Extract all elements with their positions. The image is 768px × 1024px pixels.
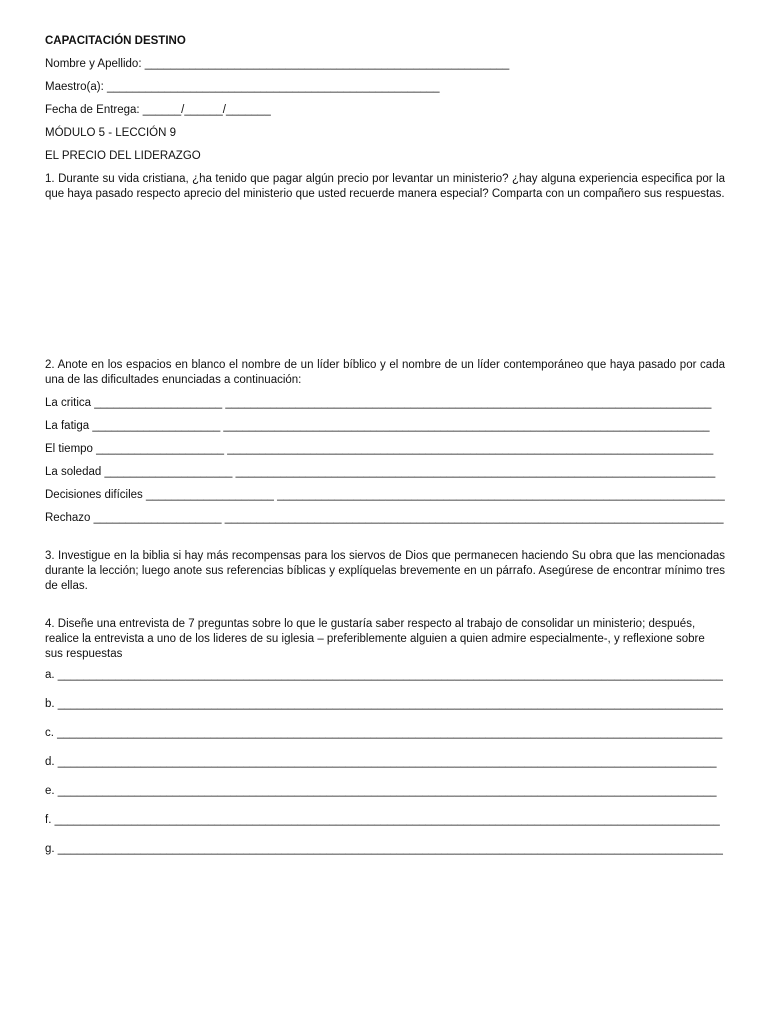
worksheet-page — [45, 34, 725, 857]
answer-line-f: f. ________________________________________________________________________________________________________ — [45, 814, 720, 826]
question-4: 4. Diseñe una entrevista de 7 preguntas sobre lo que le gustaría saber respecto al trabajo de consolidar un ministerio; después, realice la entrevista a uno de los lideres de su iglesia – preferiblemente alguien a quien admire especialmente-, y reflexione sobre sus respuestas — [45, 618, 705, 660]
question-1: 1. Durante su vida cristiana, ¿ha tenido que pagar algún precio por levantar un ministerio? ¿hay alguna experiencia especifica por la que haya pasado respecto aprecio del ministerio que usted recuerde manera especial? Comparta con un compañero sus respuestas. — [45, 173, 725, 200]
difficulty-row-soledad: La soledad ____________________ ___________________________________________________________________________ — [45, 466, 716, 478]
difficulty-row-rechazo: Rechazo ____________________ ______________________________________________________________________________ — [45, 512, 724, 524]
answer-line-b: b. ________________________________________________________________________________________________________ — [45, 698, 723, 710]
teacher-field: Maestro(a): ____________________________________________________ — [45, 81, 440, 93]
answer-line-g: g. ________________________________________________________________________________________________________ — [45, 843, 723, 855]
difficulty-row-decisiones: Decisiones difíciles ____________________ ______________________________________________________________________ — [45, 489, 725, 501]
difficulty-row-fatiga: La fatiga ____________________ ____________________________________________________________________________ — [45, 420, 710, 432]
answer-line-e: e. _______________________________________________________________________________________________________ — [45, 785, 717, 797]
name-field: Nombre y Apellido: _________________________________________________________ — [45, 58, 510, 70]
question-2: 2. Anote en los espacios en blanco el nombre de un líder bíblico y el nombre de un líder contemporáneo que haya pasado por cada una de las dificultades enunciadas a continuación: — [45, 359, 725, 386]
question-4-answers — [45, 668, 725, 857]
answer-line-c: c. ________________________________________________________________________________________________________ — [45, 727, 723, 739]
difficulty-row-critica: La critica ____________________ ____________________________________________________________________________ — [45, 397, 712, 409]
module-heading: MÓDULO 5 - LECCIÓN 9 — [45, 127, 176, 139]
question-3: 3. Investigue en la biblia si hay más recompensas para los siervos de Dios que permanecen haciendo Su obra que las mencionadas durante la lección; luego anote sus referencias bíblicas y explíquelas brevemente en un párrafo. Asegúrese de encontrar mínimo tres de ellas. — [45, 550, 725, 592]
question-2-rows — [45, 396, 725, 526]
date-field: Fecha de Entrega: ______/______/_______ — [45, 104, 271, 116]
document-title: CAPACITACIÓN DESTINO — [45, 35, 186, 47]
difficulty-row-tiempo: El tiempo ____________________ ____________________________________________________________________________ — [45, 443, 714, 455]
lesson-title: EL PRECIO DEL LIDERAZGO — [45, 150, 201, 162]
answer-line-a: a. ________________________________________________________________________________________________________ — [45, 669, 723, 681]
answer-line-d: d. _______________________________________________________________________________________________________ — [45, 756, 717, 768]
